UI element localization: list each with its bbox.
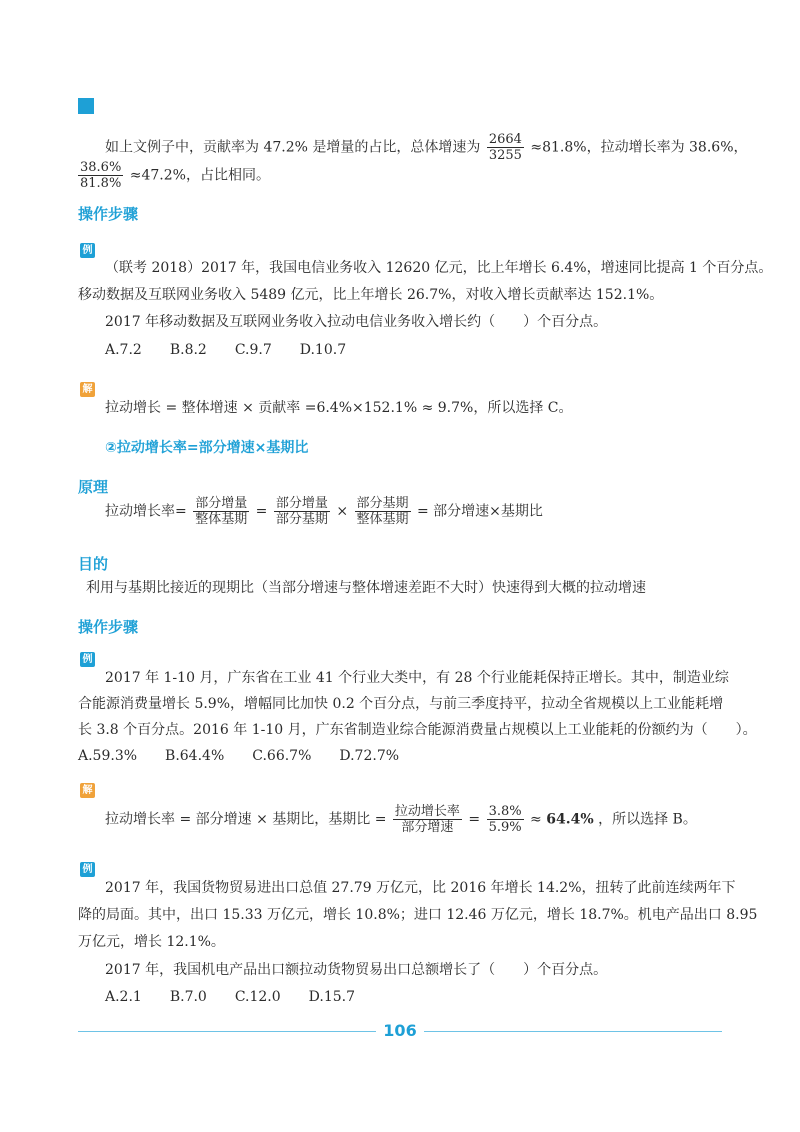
footer-rule-left — [78, 1031, 376, 1032]
fraction-denominator: 整体基期 — [195, 512, 248, 527]
example-3-line-2: 降的局面。其中，出口 15.33 万亿元，增长 10.8%；进口 12.46 万亿元，增长 18.7%。机电产品出口 8.95 — [78, 907, 758, 923]
numeric-fraction — [487, 804, 524, 835]
fraction-denominator: 整体基期 — [356, 512, 409, 527]
approx-sign: ≈ — [530, 811, 542, 828]
example-1-options: A.7.2 B.8.2 C.9.7 D.10.7 — [105, 342, 347, 358]
fraction-denominator: 3255 — [488, 148, 522, 163]
formula-fraction-1 — [193, 496, 249, 527]
intro-line-1 — [105, 132, 748, 163]
share-fraction — [78, 160, 123, 191]
example-3-options: A.2.1 B.7.0 C.12.0 D.15.7 — [105, 989, 356, 1005]
times-sign: × — [336, 503, 349, 520]
example-3-line-3: 万亿元，增长 12.1%。 — [78, 934, 225, 950]
intro-line-2 — [78, 160, 270, 191]
example-2-line-2: 合能源消费量增长 5.9%，增幅同比加快 0.2 个百分点，与前三季度持平，拉动全省规模以上工业能耗增 — [78, 696, 724, 712]
purpose-heading: 目的 — [78, 555, 109, 573]
answer-value: 64.4% — [546, 811, 594, 828]
formula-tail: = 部分增速×基期比 — [416, 503, 543, 520]
subheading-pull-growth-rate: ②拉动增长率=部分增速×基期比 — [105, 440, 309, 456]
solution-2-formula — [105, 804, 697, 835]
fraction-denominator: 部分增速 — [401, 820, 454, 835]
section-marker-square — [78, 98, 94, 114]
fraction-denominator: 81.8% — [80, 176, 122, 191]
example-3-question: 2017 年，我国机电产品出口额拉动货物贸易出口总额增长了（ ）个百分点。 — [105, 962, 608, 978]
section-heading-steps-1: 操作步骤 — [78, 205, 139, 223]
principle-heading: 原理 — [78, 478, 109, 496]
solution-2-lead: 拉动增长率 = 部分增速 × 基期比，基期比 = — [105, 811, 387, 828]
growth-fraction — [487, 132, 524, 163]
fraction-numerator: 3.8% — [488, 804, 522, 819]
fraction-numerator: 2664 — [488, 132, 522, 147]
fraction-numerator: 部分增量 — [275, 496, 328, 511]
fraction-numerator: 拉动增长率 — [394, 804, 460, 819]
equals-sign: = — [468, 811, 481, 828]
purpose-text: 利用与基期比接近的现期比（当部分增速与整体增速差距不大时）快速得到大概的拉动增速 — [86, 580, 646, 596]
example-2-line-3: 长 3.8 个百分点。2016 年 1-10 月，广东省制造业综合能源消费量占规模以上工业能耗的份额约为（ ）。 — [78, 722, 757, 738]
solution-badge: 解 — [80, 382, 95, 397]
principle-formula — [105, 496, 543, 527]
solution-1-text: 拉动增长 = 整体增速 × 贡献率 =6.4%×152.1% ≈ 9.7%，所以选择 C。 — [105, 400, 573, 416]
formula-lead: 拉动增长率= — [105, 503, 187, 520]
intro-text-c: ≈47.2%，占比相同。 — [129, 167, 270, 184]
solution-2-tail: ，所以选择 B。 — [598, 811, 697, 828]
equals-sign: = — [255, 503, 268, 520]
base-ratio-fraction — [393, 804, 462, 835]
example-badge: 例 — [80, 243, 95, 258]
fraction-numerator: 部分增量 — [195, 496, 248, 511]
formula-fraction-3 — [355, 496, 411, 527]
example-badge: 例 — [80, 652, 95, 667]
example-2-options: A.59.3% B.64.4% C.66.7% D.72.7% — [78, 748, 400, 764]
example-3-line-1: 2017 年，我国货物贸易进出口总值 27.79 万亿元，比 2016 年增长 14.2%，扭转了此前连续两年下 — [105, 880, 736, 896]
example-2-line-1: 2017 年 1-10 月，广东省在工业 41 个行业大类中，有 28 个行业能耗保持正增长。其中，制造业综 — [105, 670, 729, 686]
fraction-numerator: 38.6% — [80, 160, 122, 175]
example-1-question: 2017 年移动数据及互联网业务收入拉动电信业务收入增长约（ ）个百分点。 — [105, 314, 608, 330]
example-1-line-2: 移动数据及互联网业务收入 5489 亿元，比上年增长 26.7%，对收入增长贡献率达 152.1%。 — [78, 287, 664, 303]
page-number: 106 — [383, 1021, 417, 1040]
formula-fraction-2 — [274, 496, 330, 527]
example-badge: 例 — [80, 862, 95, 877]
footer-rule-right — [424, 1031, 722, 1032]
fraction-numerator: 部分基期 — [356, 496, 409, 511]
solution-badge: 解 — [80, 783, 95, 798]
fraction-denominator: 5.9% — [488, 820, 522, 835]
intro-text-a: 如上文例子中，贡献率为 47.2% 是增量的占比，总体增速为 — [105, 139, 481, 156]
intro-text-b: ≈81.8%，拉动增长率为 38.6%， — [530, 139, 748, 156]
fraction-denominator: 部分基期 — [275, 512, 328, 527]
section-heading-steps-2: 操作步骤 — [78, 618, 139, 636]
example-1-line-1: （联考 2018）2017 年，我国电信业务收入 12620 亿元，比上年增长 6.4%，增速同比提高 1 个百分点。 — [105, 260, 773, 276]
